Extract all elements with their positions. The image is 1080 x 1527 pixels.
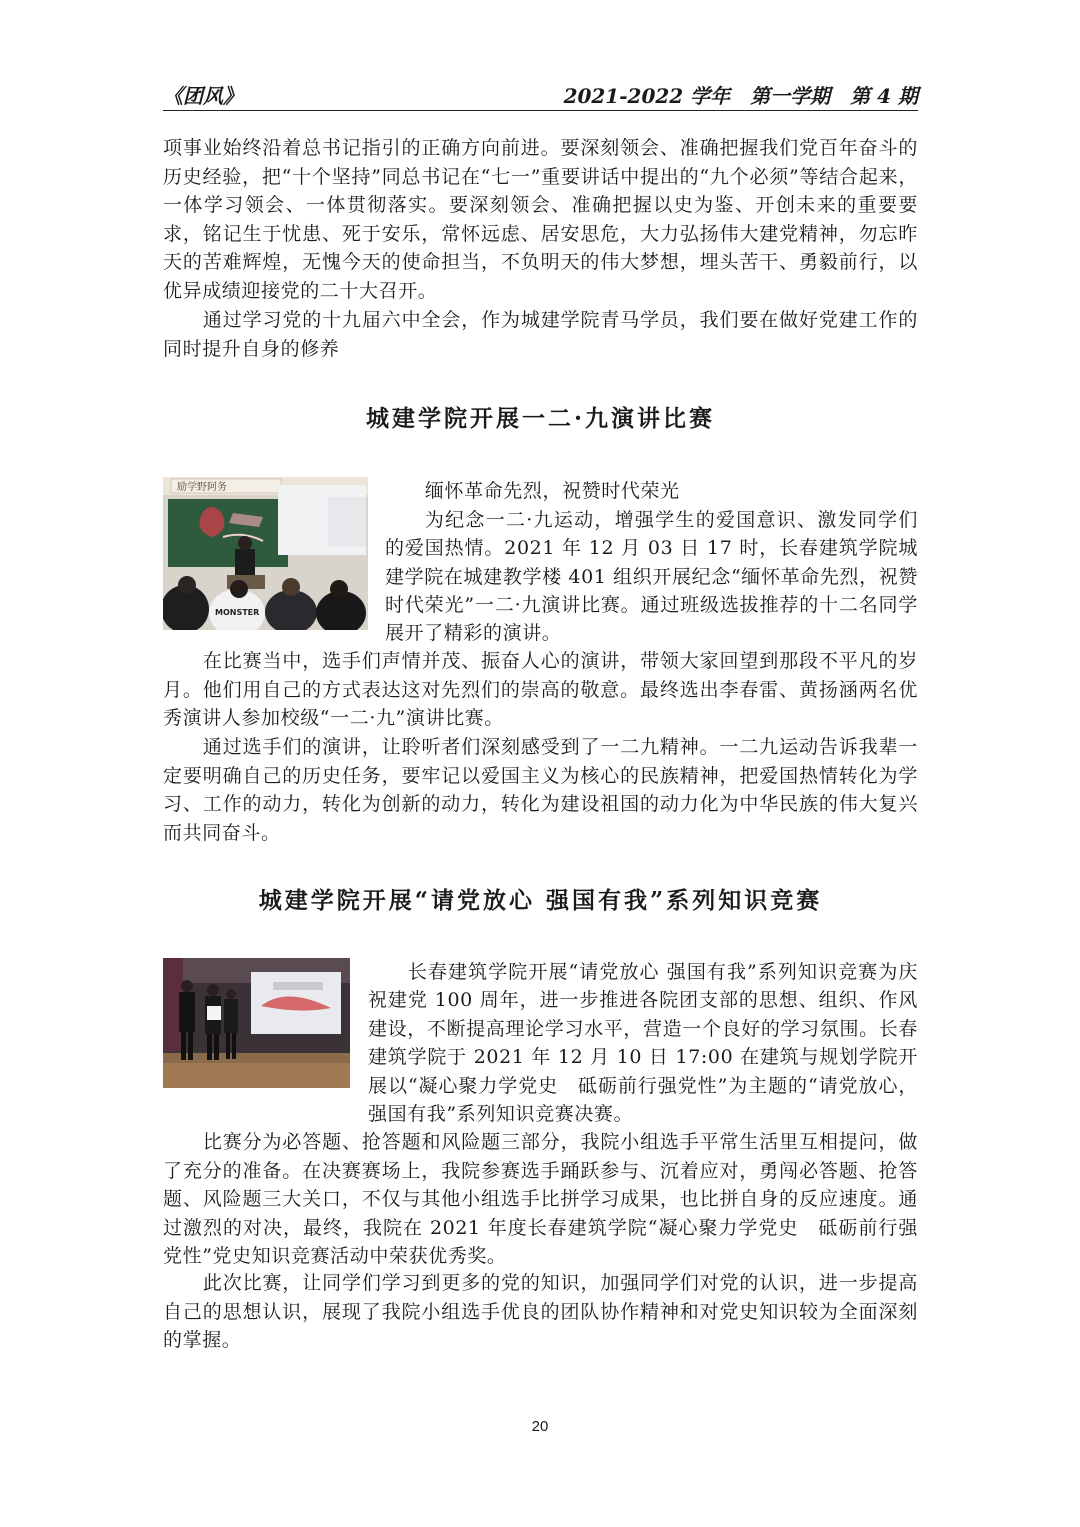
intro-paragraph-2: 通过学习党的十九届六中全会，作为城建学院青马学员，我们要在做好党建工作的同时提升自身的修养 (163, 309, 918, 360)
speech-contest-photo (163, 477, 368, 630)
article1-title: 城建学院开展一二·九演讲比赛 (365, 405, 715, 432)
article1-paragraph-3: 通过选手们的演讲，让聆听者们深刻感受到了一二九精神。一二九运动告诉我辈一定要明确自己的历史任务，要牢记以爱国主义为核心的民族精神，把爱国热情转化为学习、工作的动力，转化为创新的动力，转化为建设祖国的动力化为中华民族的伟大复兴而共同奋斗。 (163, 736, 918, 844)
page-header (163, 78, 918, 111)
article1-paragraph-2: 在比赛当中，选手们声情并茂、振奋人心的演讲，带领大家回望到那段不平凡的岁月。他们用自己的方式表达这对先烈们的崇高的敬意。最终选出李春雷、黄扬涵两名优秀演讲人参加校级“一二·九”演讲比赛。 (163, 650, 918, 730)
article2-title: 城建学院开展“请党放心 强国有我”系列知识竞赛 (258, 887, 823, 914)
article2-paragraph-3: 此次比赛，让同学们学习到更多的党的知识，加强同学们对党的认识，进一步提高自己的思想认识，展现了我院小组选手优良的团队协作精神和对党史知识较为全面深刻的掌握。 (163, 1272, 918, 1352)
quiz-contest-photo-drawing (163, 958, 350, 1088)
article2-paragraph-1: 长春建筑学院开展“请党放心 强国有我”系列知识竞赛为庆祝建党 100 周年，进一步推进各院团支部的思想、组织、作风建设，不断提高理论学习水平，营造一个良好的学习氛围。长春建筑学院于 2021 年 12 月 10 日 17:00 在建筑与规划学院开展以“凝心聚力学党史 砥砺前行强党性”为主题的“请党放心，强国有我”系列知识竞赛决赛。 (368, 961, 918, 1126)
article1-subtitle: 缅怀革命先烈，祝赞时代荣光 (424, 480, 680, 502)
page-number: 20 (531, 1418, 549, 1435)
article1-paragraph-1: 为纪念一二·九运动，增强学生的爱国意识、激发同学们的爱国热情。2021 年 12 月 03 日 17 时，长春建筑学院城建学院在城建教学楼 401 组织开展纪念“缅怀革命先烈，祝赞时代荣光”一二·九演讲比赛。通过班级选拔推荐的十二名同学展开了精彩的演讲。 (385, 509, 918, 645)
article2-paragraph-2: 比赛分为必答题、抢答题和风险题三部分，我院小组选手平常生活里互相提问，做了充分的准备。在决赛赛场上，我院参赛选手踊跃参与、沉着应对，勇闯必答题、抢答题、风险题三大关口，不仅与其他小组选手比拼学习成果，也比拼自身的反应速度。通过激烈的对决，最终，我院在 2021 年度长春建筑学院“凝心聚力学党史 砥砺前行强党性”党史知识竞赛活动中荣获优秀奖。 (163, 1131, 918, 1268)
magazine-name: 《团风》 (163, 84, 243, 108)
quiz-contest-photo (163, 958, 350, 1088)
intro-paragraph-1: 项事业始终沿着总书记指引的正确方向前进。要深刻领会、准确把握我们党百年奋斗的历史经验，把“十个坚持”同总书记在“七一”重要讲话中提出的“九个必须”等结合起来，一体学习领会、一体贯彻落实。要深刻领会、准确把握以史为鉴、开创未来的重要要求，铭记生于忧患、死于安乐，常怀远虑、居安思危，大力弘扬伟大建党精神，勿忘昨天的苦难辉煌，无愧今天的使命担当，不负明天的伟大梦想，埋头苦干、勇毅前行，以优异成绩迎接党的二十大召开。 (163, 137, 918, 302)
board-banner-text: 励学野阿务 (177, 482, 227, 493)
svg-text:MONSTER: MONSTER (215, 608, 260, 617)
speech-contest-photo-drawing (163, 477, 368, 630)
issue-info: 2021-2022 学年 第一学期 第 4 期 (563, 84, 918, 108)
